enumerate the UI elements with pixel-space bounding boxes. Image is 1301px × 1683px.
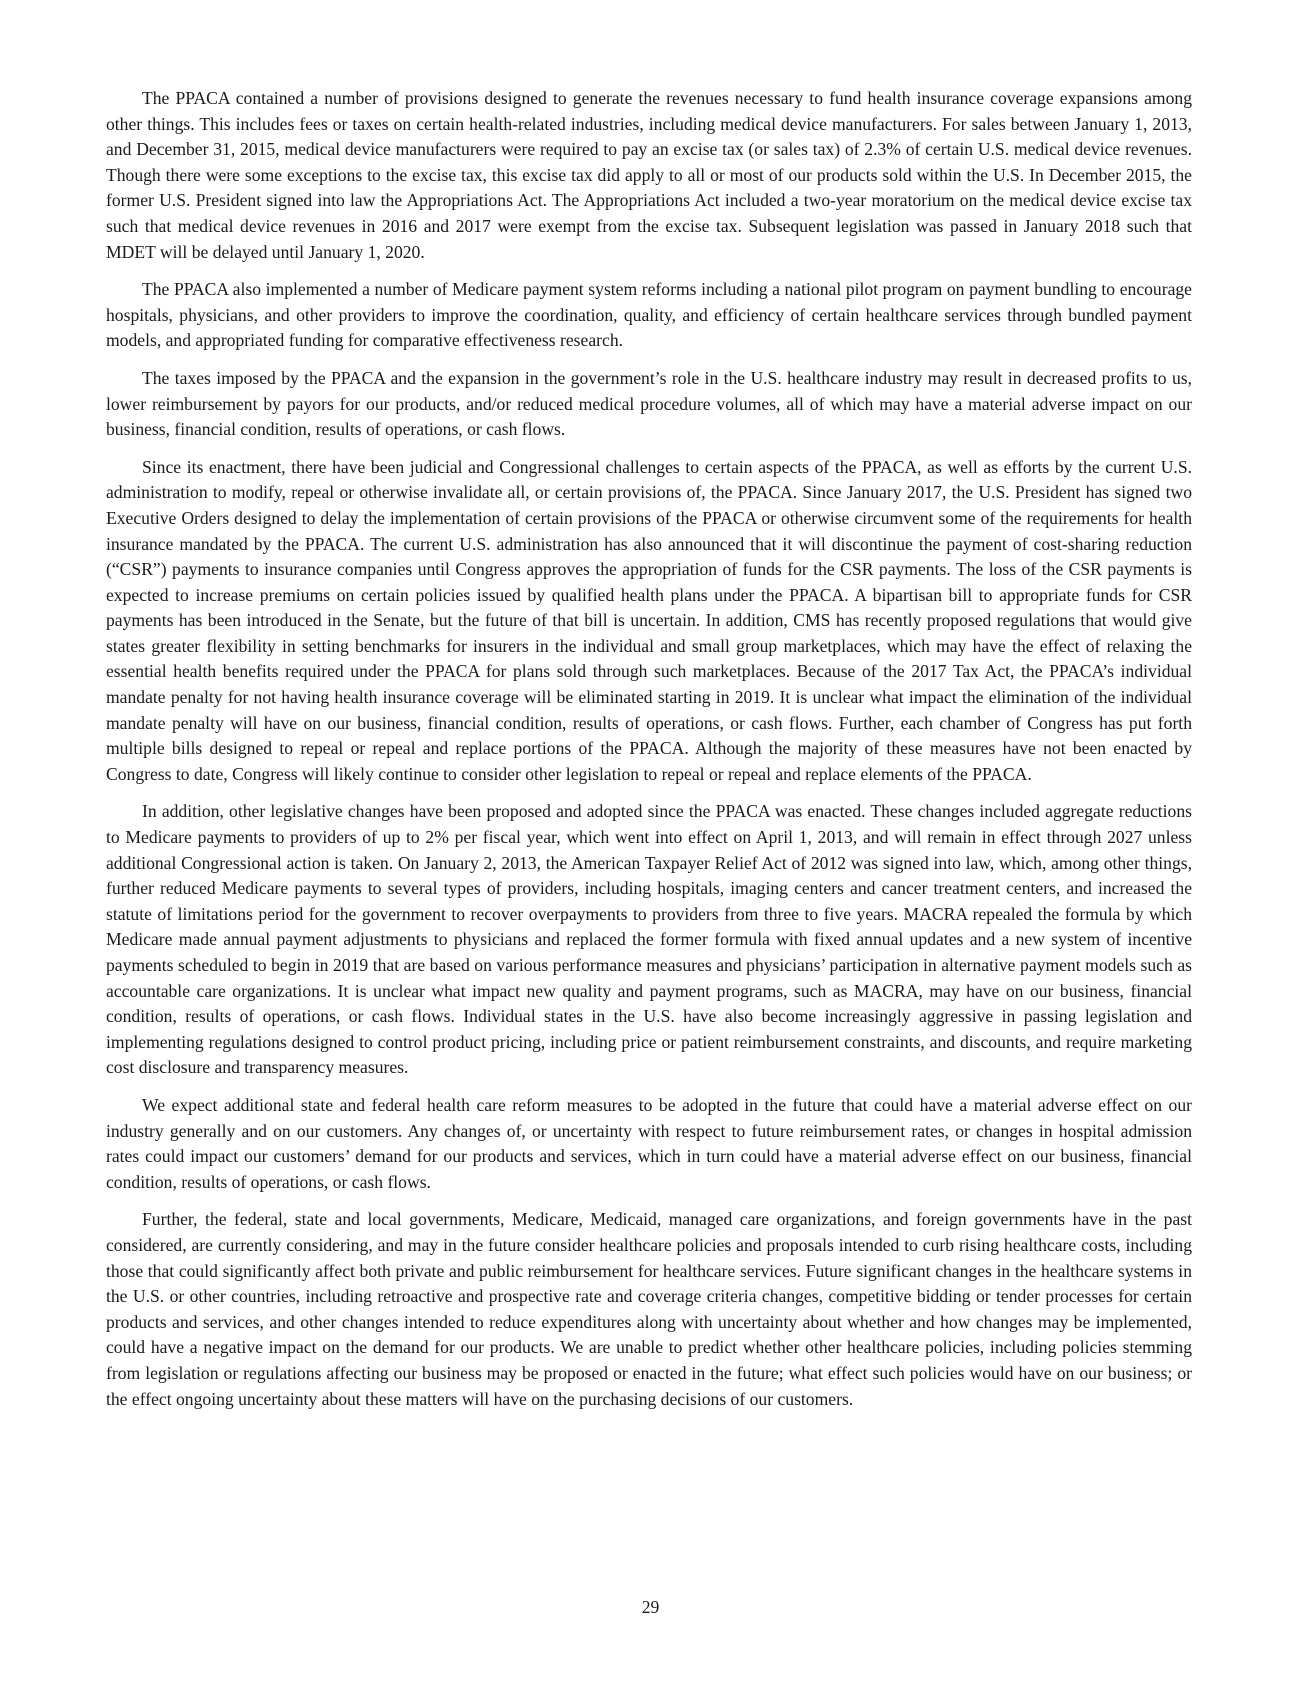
paragraph-taxes-impact: The taxes imposed by the PPACA and the expansion in the government’s role in the U.S. healthcare industry may result in decreased profits to us, lower reimbursement by payors for our products, and/or reduced medical procedure volumes, all of which may have a material adverse impact on our business, financial condition, results of operations, or cash flows. [106, 367, 1192, 440]
paragraph-ppaca-revenue-provisions: The PPACA contained a number of provisions designed to generate the revenues necessary to fund health insurance coverage expansions among other things. This includes fees or taxes on certain health-related industries, including medical device manufacturers. For sales between January 1, 2013, and December 31, 2015, medical device manufacturers were required to pay an excise tax (or sales tax) of 2.3% of certain U.S. medical device revenues. Though there were some exceptions to the excise tax, this excise tax did apply to all or most of our products sold within the U.S. In December 2015, the former U.S. President signed into law the Appropriations Act. The Appropriations Act included a two-year moratorium on the medical device excise tax such that medical device revenues in 2016 and 2017 were exempt from the excise tax. Subsequent legislation was passed in January 2018 such that MDET will be delayed until January 1, 2020. [106, 88, 1192, 262]
paragraph-future-reform-measures: We expect additional state and federal health care reform measures to be adopted in the future that could have a material adverse effect on our industry generally and on our customers. Any changes of, or uncertainty with respect to future reimbursement rates, or changes in hospital admission rates could impact our customers’ demand for our products and services, which in turn could have a material adverse effect on our business, financial condition, results of operations, or cash flows. [106, 1094, 1192, 1192]
paragraph-government-healthcare-policies: Further, the federal, state and local governments, Medicare, Medicaid, managed care organizations, and foreign governments have in the past considered, are currently considering, and may in the future consider healthcare policies and proposals intended to curb rising healthcare costs, including those that could significantly affect both private and public reimbursement for healthcare services. Future significant changes in the healthcare systems in the U.S. or other countries, including retroactive and prospective rate and coverage criteria changes, competitive bidding or tender processes for certain products and services, and other changes intended to reduce expenditures along with uncertainty about whether and how changes may be implemented, could have a negative impact on the demand for our products. We are unable to predict whether other healthcare policies, including policies stemming from legislation or regulations affecting our business may be proposed or enacted in the future; what effect such policies would have on our business; or the effect ongoing uncertainty about these matters will have on the purchasing decisions of our customers. [106, 1209, 1192, 1409]
page-number: 29 [641, 1597, 660, 1617]
paragraph-judicial-challenges: Since its enactment, there have been judicial and Congressional challenges to certain aspects of the PPACA, as well as efforts by the current U.S. administration to modify, repeal or otherwise invalidate all, or certain provisions of, the PPACA. Since January 2017, the U.S. President has signed two Executive Orders designed to delay the implementation of certain provisions of the PPACA or otherwise circumvent some of the requirements for health insurance mandated by the PPACA. The current U.S. administration has also announced that it will discontinue the payment of cost-sharing reduction (“CSR”) payments to insurance companies until Congress approves the appropriation of funds for the CSR payments. The loss of the CSR payments is expected to increase premiums on certain policies issued by qualified health plans under the PPACA. A bipartisan bill to appropriate funds for CSR payments has been introduced in the Senate, but the future of that bill is uncertain. In addition, CMS has recently proposed regulations that would give states greater flexibility in setting benchmarks for insurers in the individual and small group marketplaces, which may have the effect of relaxing the essential health benefits required under the PPACA for plans sold through such marketplaces. Because of the 2017 Tax Act, the PPACA’s individual mandate penalty for not having health insurance coverage will be eliminated starting in 2019. It is unclear what impact the elimination of the individual mandate penalty will have on our business, financial condition, results of operations, or cash flows. Further, each chamber of Congress has put forth multiple bills designed to repeal or repeal and replace portions of the PPACA. Although the majority of these measures have not been enacted by Congress to date, Congress will likely continue to consider other legislation to repeal or repeal and replace elements of the PPACA. [106, 456, 1192, 784]
document-body [106, 86, 1192, 1424]
paragraph-medicare-payment-reforms: The PPACA also implemented a number of Medicare payment system reforms including a national pilot program on payment bundling to encourage hospitals, physicians, and other providers to improve the coordination, quality, and efficiency of certain healthcare services through bundled payment models, and appropriated funding for comparative effectiveness research. [106, 279, 1192, 351]
paragraph-other-legislative-changes: In addition, other legislative changes have been proposed and adopted since the PPACA was enacted. These changes included aggregate reductions to Medicare payments to providers of up to 2% per fiscal year, which went into effect on April 1, 2013, and will remain in effect through 2027 unless additional Congressional action is taken. On January 2, 2013, the American Taxpayer Relief Act of 2012 was signed into law, which, among other things, further reduced Medicare payments to several types of providers, including hospitals, imaging centers and cancer treatment centers, and increased the statute of limitations period for the government to recover overpayments to providers from three to five years. MACRA repealed the formula by which Medicare made annual payment adjustments to physicians and replaced the former formula with fixed annual updates and a new system of incentive payments scheduled to begin in 2019 that are based on various performance measures and physicians’ participation in alternative payment models such as accountable care organizations. It is unclear what impact new quality and payment programs, such as MACRA, may have on our business, financial condition, results of operations, or cash flows. Individual states in the U.S. have also become increasingly aggressive in passing legislation and implementing regulations designed to control product pricing, including price or patient reimbursement constraints, and discounts, and require marketing cost disclosure and transparency measures. [106, 801, 1192, 1078]
